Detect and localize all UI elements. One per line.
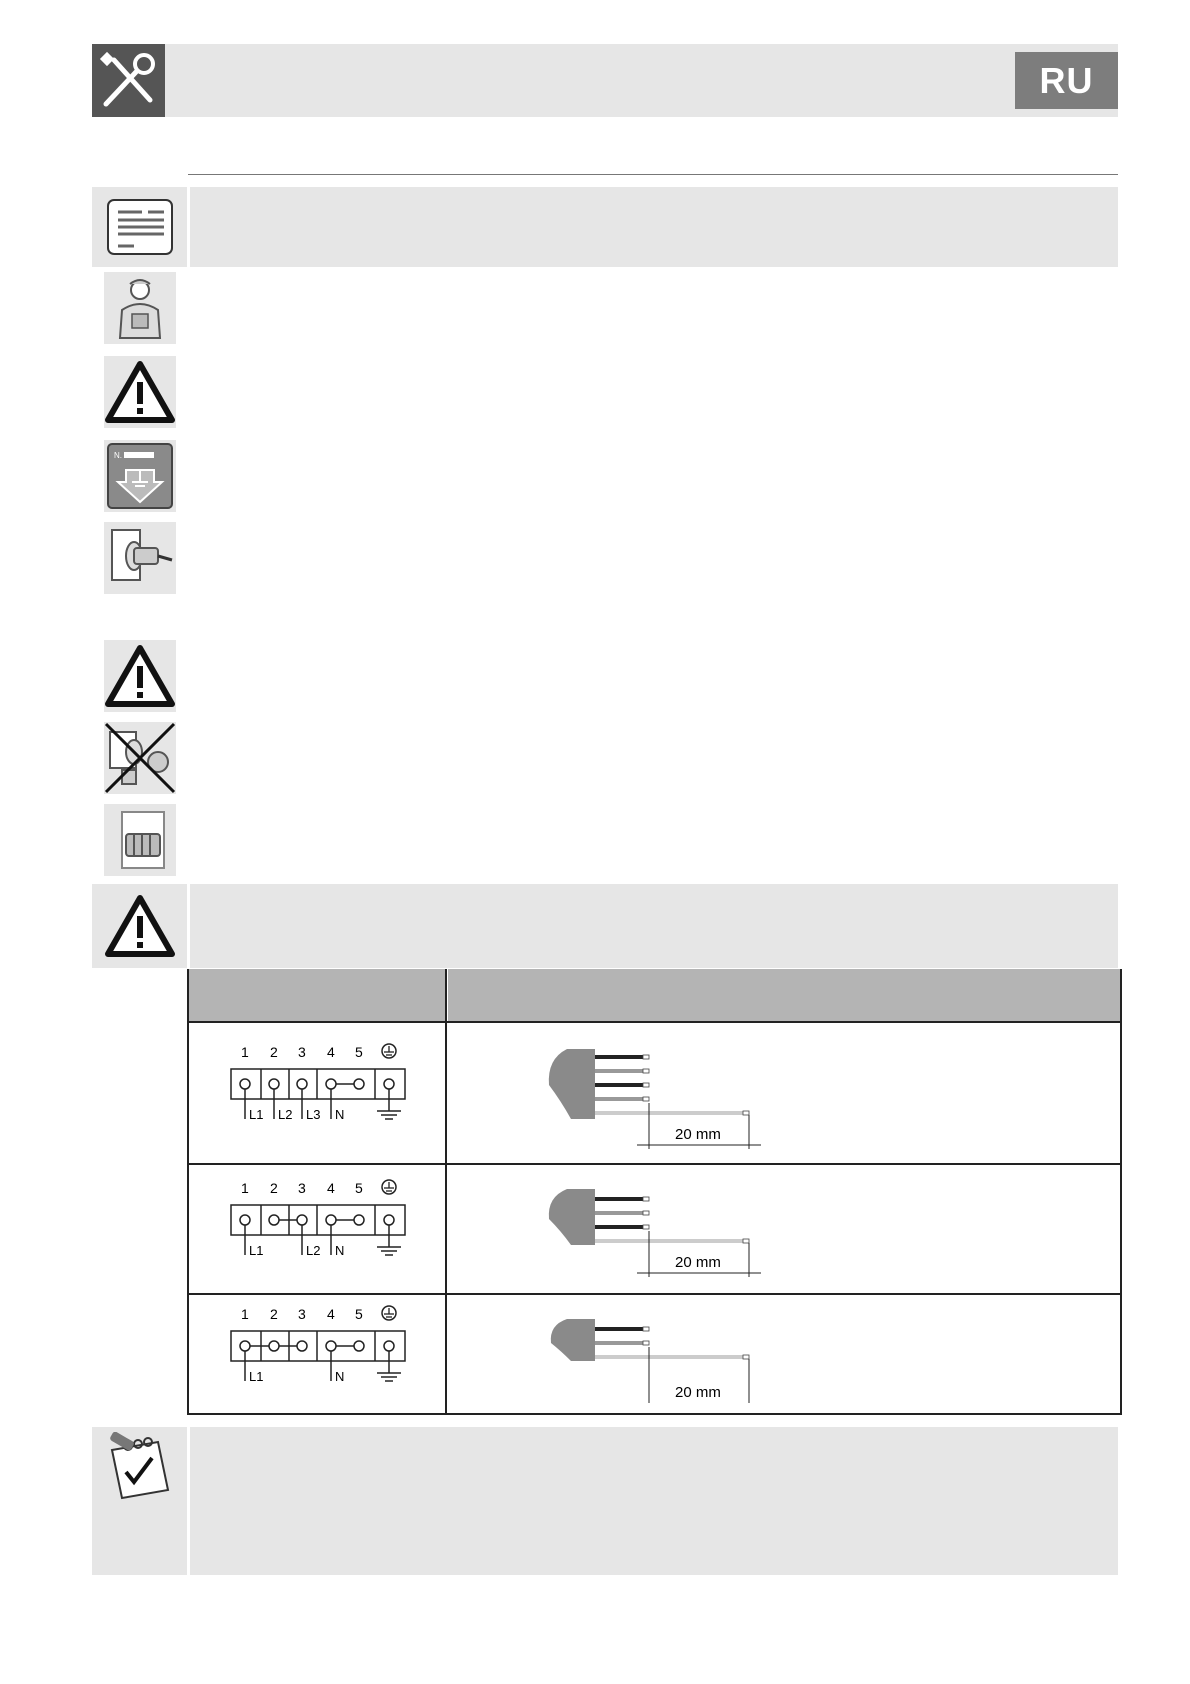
terminal-label: N: [335, 1243, 345, 1258]
svg-text:N.: N.: [114, 451, 122, 460]
cable-strip-diagram: [547, 1185, 807, 1290]
rating-plate-icon: [104, 194, 176, 265]
header-bar: [92, 44, 1118, 117]
note-band: [190, 1427, 1118, 1575]
plug-socket-icon: [104, 522, 176, 594]
terminal-number: 3: [298, 1306, 306, 1322]
terminal-block-diagram: [227, 1169, 417, 1294]
table-header-cell: [448, 969, 1122, 1021]
terminal-label: L1: [249, 1107, 264, 1122]
terminal-label: L2: [306, 1243, 321, 1258]
terminal-block-diagram: [227, 1033, 417, 1158]
terminal-label: L2: [278, 1107, 293, 1122]
terminal-number: 4: [327, 1180, 335, 1196]
no-adapter-icon: [104, 722, 176, 794]
terminal-label: N: [335, 1107, 345, 1122]
terminal-number: 5: [355, 1180, 363, 1196]
strip-length-label: 20 mm: [675, 1126, 721, 1143]
terminal-number: 3: [298, 1044, 306, 1060]
terminal-number: 1: [241, 1044, 249, 1060]
terminal-number: 3: [298, 1180, 306, 1196]
info-band: [190, 187, 1118, 267]
strip-length-label: 20 mm: [675, 1384, 721, 1401]
warning-band: [190, 884, 1118, 968]
technician-icon: [104, 272, 176, 344]
tools-icon: [92, 44, 165, 117]
cable-strip-diagram: [547, 1315, 807, 1416]
terminal-number: 1: [241, 1180, 249, 1196]
wall-switch-icon: [104, 804, 176, 876]
terminal-number: 2: [270, 1306, 278, 1322]
terminal-block-diagram: [227, 1295, 417, 1420]
wiring-table: [187, 969, 1122, 1415]
terminal-number: 4: [327, 1044, 335, 1060]
terminal-number: 1: [241, 1306, 249, 1322]
terminal-number: 4: [327, 1306, 335, 1322]
terminal-number: 5: [355, 1306, 363, 1322]
terminal-label: L1: [249, 1369, 264, 1384]
section-rule: [188, 174, 1118, 175]
language-badge: RU: [1015, 52, 1118, 109]
terminal-label: L1: [249, 1243, 264, 1258]
notepad-icon: [104, 1432, 176, 1509]
strip-length-label: 20 mm: [675, 1254, 721, 1271]
warning-icon: [104, 890, 176, 967]
warning-icon: [104, 640, 176, 712]
warning-icon: [104, 356, 176, 428]
terminal-number: 2: [270, 1044, 278, 1060]
ground-terminal-icon: [104, 440, 176, 512]
terminal-number: 5: [355, 1044, 363, 1060]
terminal-label: N: [335, 1369, 345, 1384]
table-header-cell: [187, 969, 445, 1021]
terminal-number: 2: [270, 1180, 278, 1196]
cable-strip-diagram: [547, 1045, 807, 1160]
terminal-label: L3: [306, 1107, 321, 1122]
